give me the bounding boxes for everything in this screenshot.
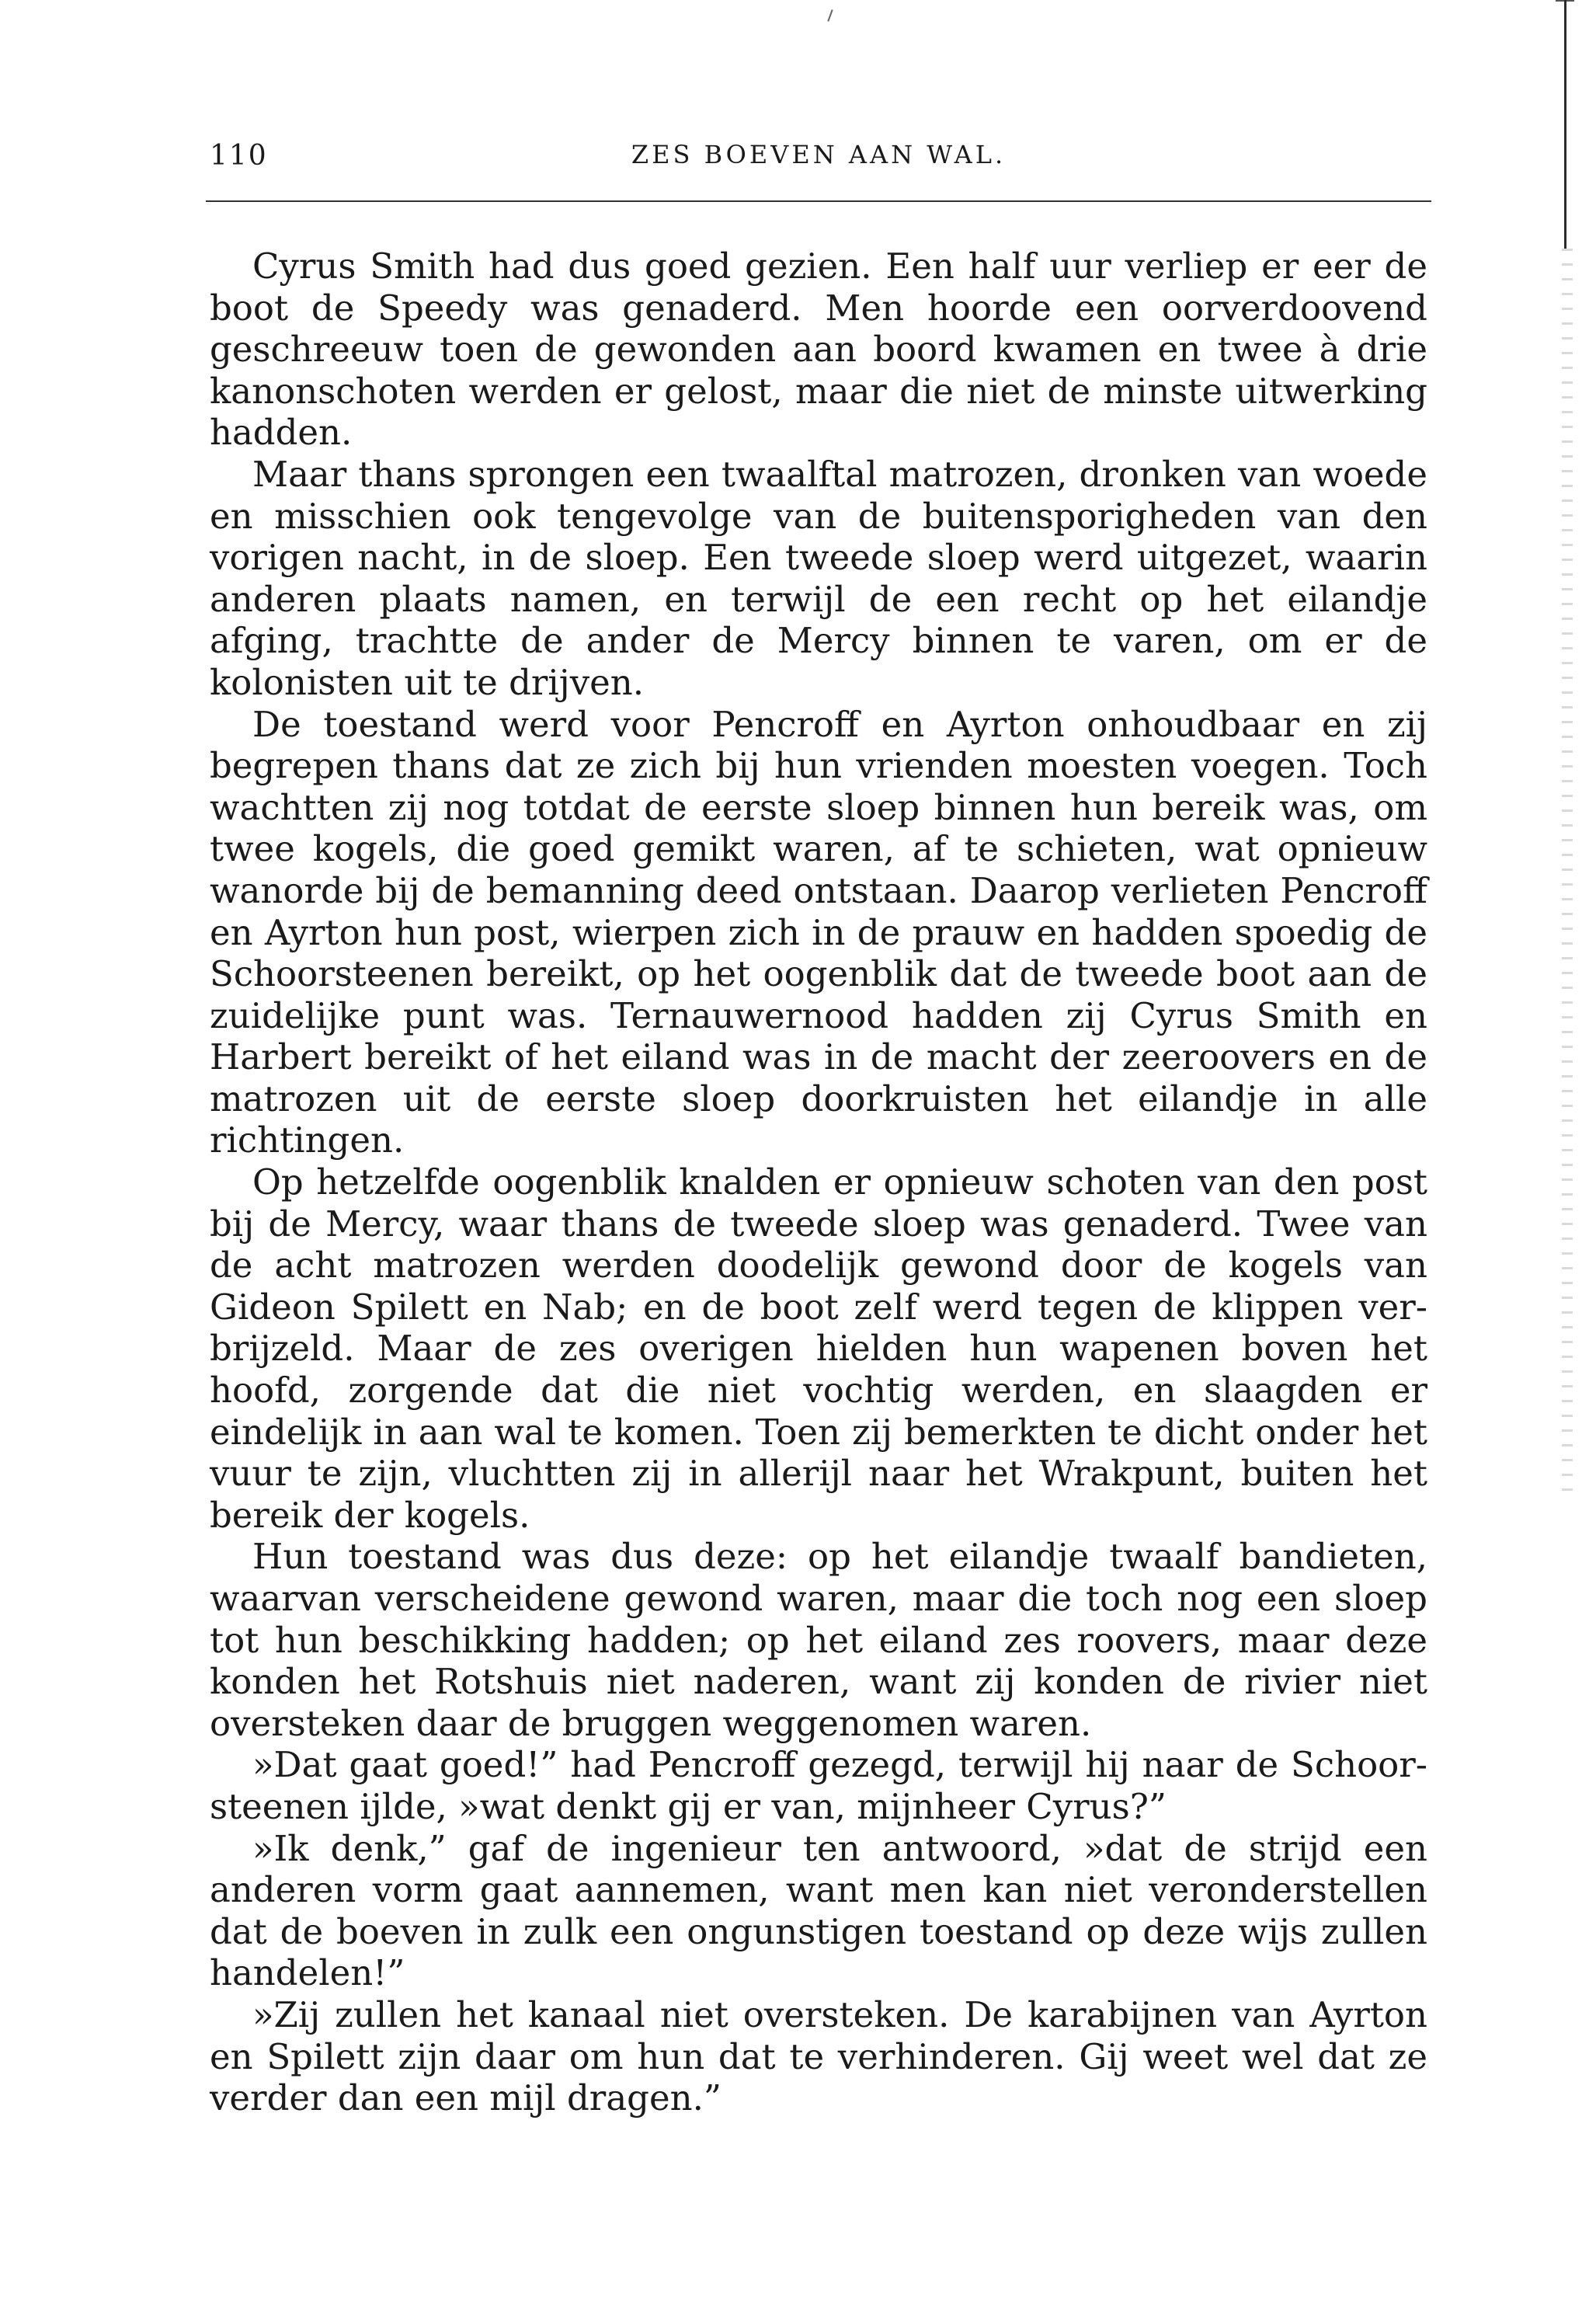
running-title: ZES BOEVEN AAN WAL. bbox=[631, 140, 1007, 169]
page-edge-scan-artifact bbox=[1526, 0, 1596, 2322]
paragraph: Op hetzelfde oogenblik knalden er opnieuw schoten van den post bij de Mercy, waar thans de tweede sloep was genaderd. Twee van de acht matrozen werden doodelijk gewond door de kogels van Gideon Spilett en Nab; en de boot zelf werd tegen de klippen verbrijzeld. Maar de zes overigen hielden hun wapenen boven het hoofd, zorgende dat die niet vochtig werden, en slaagden er eindelijk in aan wal te komen. Toen zij bemerkten te dicht onder het vuur te zijn, vluchtten zij in allerijl naar het Wrakpunt, buiten het bereik der kogels. bbox=[210, 1161, 1427, 1536]
paragraph: De toestand werd voor Pencroff en Ayrton onhoudbaar en zij begrepen thans dat ze zich bij hun vrienden moesten voegen. Toch wachtten zij nog totdat de eerste sloep binnen hun bereik was, om twee kogels, die goed gemikt waren, af te schieten, wat opnieuw wanorde bij de bemanning deed ontstaan. Daarop verlieten Pencroff en Ayrton hun post, wierpen zich in de prauw en hadden spoedig de Schoorsteenen bereikt, op het oogenblik dat de tweede boot aan de zuidelijke punt was. Ternauwernood hadden zij Cyrus Smith en Harbert bereikt of het eiland was in de macht der zeeroovers en de matrozen uit de eerste sloep doorkruisten het eilandje in alle richtingen. bbox=[210, 703, 1427, 1161]
paragraph: Maar thans sprongen een twaalftal matrozen, dronken van woede en misschien ook tengevolge van de buitensporigheden van den vorigen nacht, in de sloep. Een tweede sloep werd uitgezet, waarin anderen plaats namen, en terwijl de een recht op het eilandje afging, trachtte de ander de Mercy binnen te varen, om er de kolonisten uit te drijven. bbox=[210, 453, 1427, 703]
edge-line bbox=[1564, 0, 1566, 249]
body-text bbox=[210, 245, 1427, 2119]
paragraph: »Dat gaat goed!” had Pencroff gezegd, terwijl hij naar de Schoorsteenen ijlde, »wat denkt gij er van, mijnheer Cyrus?” bbox=[210, 1744, 1427, 1827]
paragraph: »Zij zullen het kanaal niet oversteken. De karabijnen van Ayrton en Spilett zijn daar om hun dat te verhinderen. Gij weet wel dat ze verder dan een mijl dragen.” bbox=[210, 1993, 1427, 2119]
page-number: 110 bbox=[210, 140, 268, 172]
header-rule bbox=[206, 200, 1431, 202]
paragraph: Hun toestand was dus deze: op het eilandje twaalf bandieten, waarvan verscheidene gewond waren, maar die toch nog een sloep tot hun beschikking hadden; op het eiland zes roovers, maar deze konden het Rotshuis niet naderen, want zij konden de rivier niet oversteken daar de bruggen weggenomen waren. bbox=[210, 1536, 1427, 1744]
edge-dust bbox=[1562, 249, 1573, 1492]
paragraph: »Ik denk,” gaf de ingenieur ten antwoord, »dat de strijd een anderen vorm gaat aannemen, want men kan niet veronderstellen dat de boeven in zulk een ongunstigen toestand op deze wijs zullen handelen!” bbox=[210, 1827, 1427, 1994]
paragraph: Cyrus Smith had dus goed gezien. Een half uur verliep er eer de boot de Speedy was genaderd. Men hoorde een oorverdoovend geschreeuw toen de gewonden aan boord kwamen en twee à drie kanonschoten werden er gelost, maar die niet de minste uitwerking hadden. bbox=[210, 245, 1427, 454]
page-header bbox=[210, 140, 1427, 186]
stray-ink-mark bbox=[827, 9, 833, 22]
